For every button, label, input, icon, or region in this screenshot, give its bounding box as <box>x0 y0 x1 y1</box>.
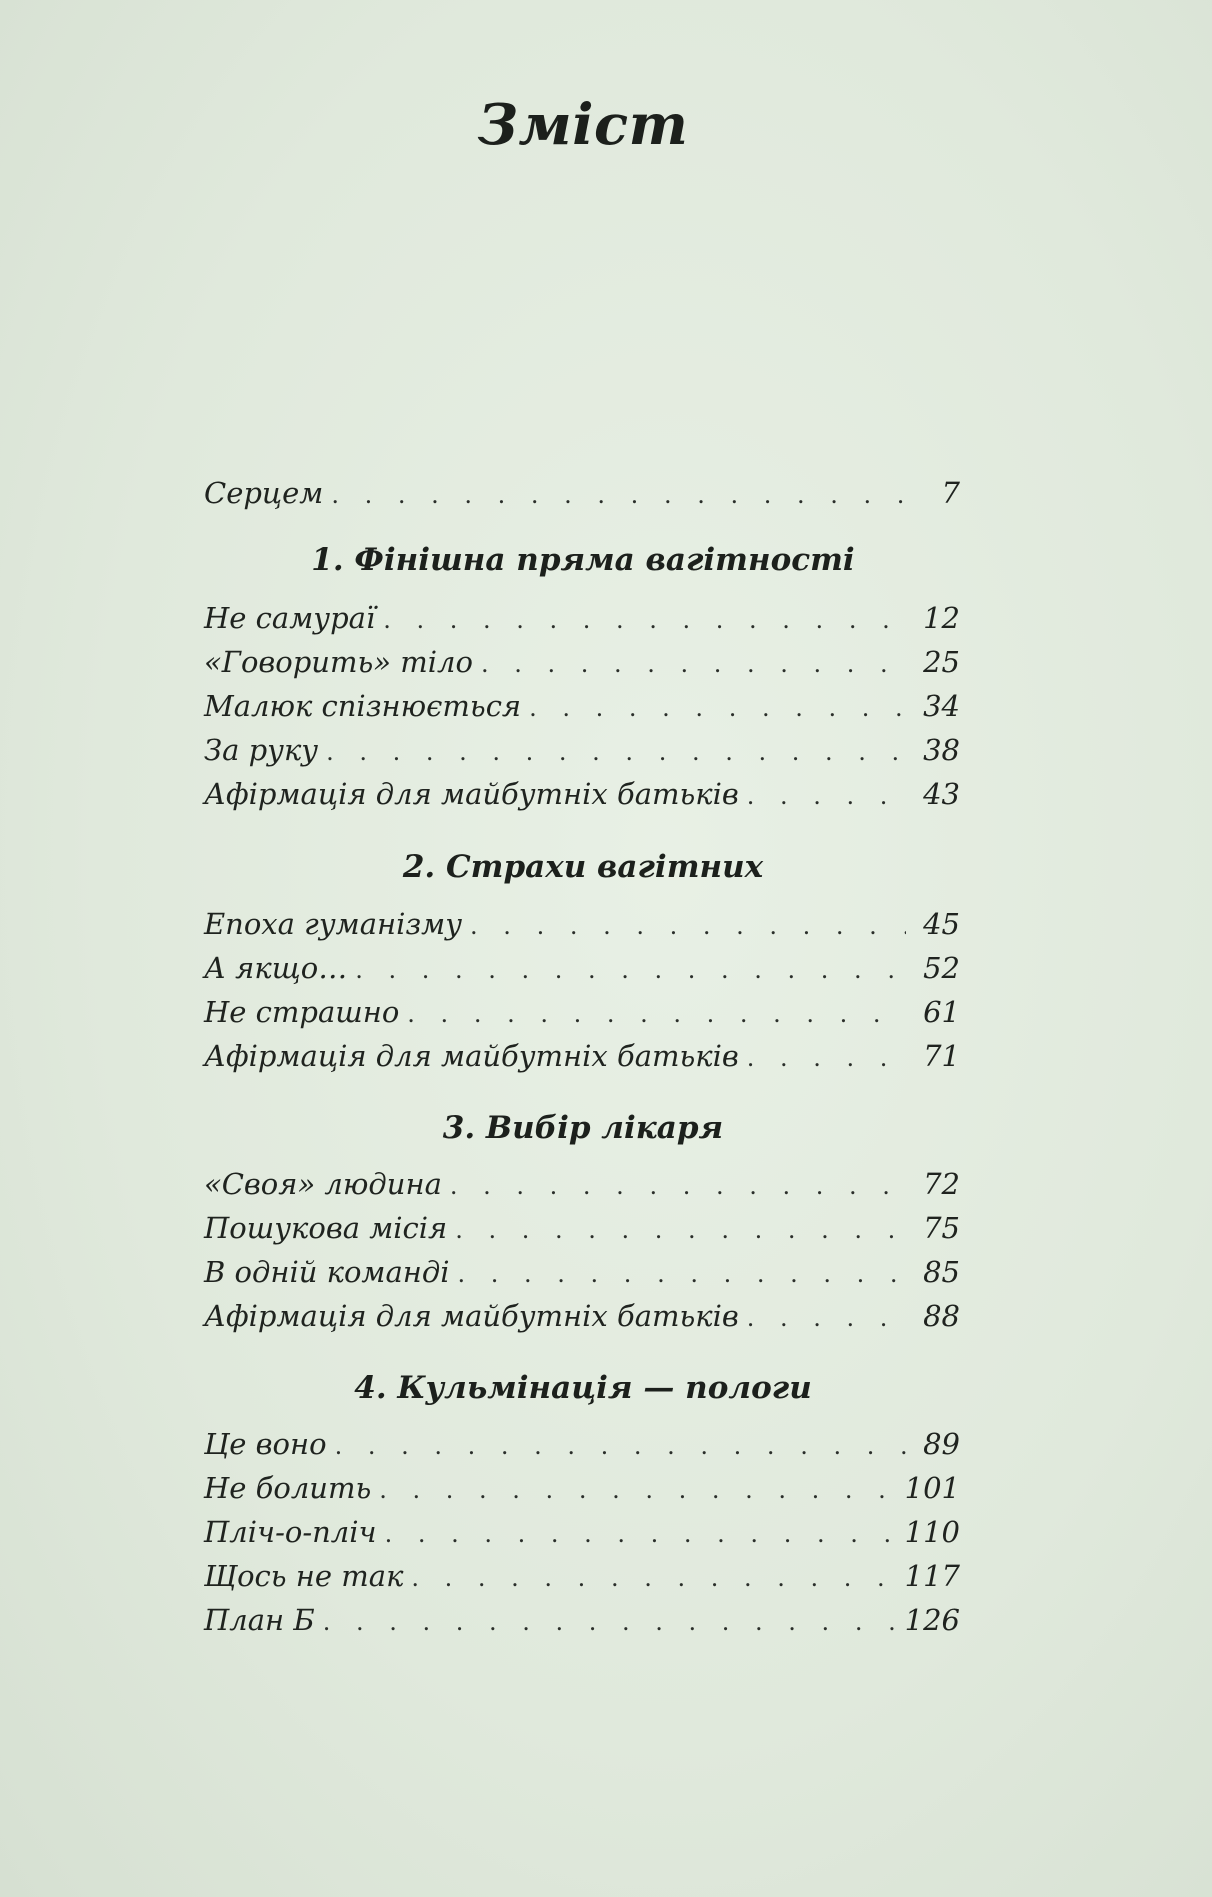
toc-entry <box>204 1164 960 1204</box>
toc-entry-title: Афірмація для майбутніх батьків <box>204 1039 739 1073</box>
dot-leader <box>529 688 906 728</box>
toc-entry-page: 88 <box>923 1299 960 1333</box>
toc-entry-title: Малюк спізнюється <box>204 689 522 723</box>
dot-leader <box>385 1514 899 1554</box>
toc-entry-page: 25 <box>923 645 960 679</box>
toc-entry <box>204 904 960 944</box>
section-heading-1: 1. Фінішна пряма вагітності <box>311 542 855 578</box>
section-heading-3: 3. Вибір лікаря <box>442 1110 724 1146</box>
toc-entry-page: 12 <box>923 601 960 635</box>
dot-leader <box>335 1426 906 1466</box>
dot-leader <box>355 950 906 990</box>
toc-entry <box>204 1600 960 1640</box>
dot-leader <box>407 994 906 1034</box>
toc-entry-title: Не страшно <box>204 995 400 1029</box>
toc-entry-title: Епоха гуманізму <box>204 907 463 941</box>
toc-entry-title: Не самураї <box>204 601 376 635</box>
toc-entry-intro <box>204 473 960 513</box>
dot-leader <box>411 1558 898 1598</box>
dot-leader <box>747 1038 906 1078</box>
toc-entry-title: Пліч-о-пліч <box>204 1515 377 1549</box>
toc-entry <box>204 1424 960 1464</box>
toc-entry-title: Не болить <box>204 1471 372 1505</box>
toc-entry-page: 61 <box>923 995 960 1029</box>
toc-entry <box>204 1036 960 1076</box>
toc-entry-page: 34 <box>923 689 960 723</box>
toc-entry-title: Афірмація для майбутніх батьків <box>204 1299 739 1333</box>
toc-entry-page: 72 <box>923 1167 960 1201</box>
toc-entry-page: 110 <box>904 1515 960 1549</box>
section-heading-2: 2. Страхи вагітних <box>402 849 764 885</box>
toc-entry-page: 52 <box>923 951 960 985</box>
dot-leader <box>450 1166 906 1206</box>
dot-leader <box>470 906 906 946</box>
dot-leader <box>747 1298 906 1338</box>
toc-entry-title: План Б <box>204 1603 315 1637</box>
toc-entry <box>204 642 960 682</box>
dot-leader <box>481 644 906 684</box>
toc-entry <box>204 948 960 988</box>
dot-leader <box>383 600 906 640</box>
toc-entry <box>204 1252 960 1292</box>
page-title: Зміст <box>477 92 689 158</box>
toc-entry <box>204 1208 960 1248</box>
toc-entry-title: Афірмація для майбутніх батьків <box>204 777 739 811</box>
toc-entry-title: В одній команді <box>204 1255 450 1289</box>
dot-leader <box>747 776 906 816</box>
toc-entry <box>204 774 960 814</box>
toc-entry-title: «Говорить» тіло <box>204 645 473 679</box>
toc-entry-title: Щось не так <box>204 1559 404 1593</box>
toc-entry <box>204 992 960 1032</box>
toc-entry <box>204 1468 960 1508</box>
dot-leader <box>458 1254 906 1294</box>
toc-entry <box>204 686 960 726</box>
toc-entry-page: 43 <box>923 777 960 811</box>
toc-entry-title: За руку <box>204 733 319 767</box>
toc-entry <box>204 1512 960 1552</box>
toc-entry-title: «Своя» людина <box>204 1167 442 1201</box>
toc-entry <box>204 598 960 638</box>
toc-entry-page: 75 <box>923 1211 960 1245</box>
dot-leader <box>326 732 906 772</box>
toc-entry-page: 45 <box>923 907 960 941</box>
toc-entry-title: Серцем <box>204 476 324 510</box>
dot-leader <box>455 1210 906 1250</box>
dot-leader <box>323 1602 899 1642</box>
toc-entry <box>204 1556 960 1596</box>
toc-entry-title: Це воно <box>204 1427 327 1461</box>
toc-entry-title: А якщо… <box>204 951 348 985</box>
toc-entry <box>204 1296 960 1336</box>
toc-entry-page: 7 <box>941 476 960 510</box>
toc-entry-page: 117 <box>904 1559 960 1593</box>
dot-leader <box>379 1470 898 1510</box>
toc-entry <box>204 730 960 770</box>
section-heading-4: 4. Кульмінація — пологи <box>354 1370 812 1406</box>
toc-entry-page: 38 <box>923 733 960 767</box>
toc-entry-page: 126 <box>904 1603 960 1637</box>
toc-entry-page: 85 <box>923 1255 960 1289</box>
toc-entry-page: 101 <box>904 1471 960 1505</box>
toc-entry-page: 71 <box>923 1039 960 1073</box>
toc-entry-title: Пошукова місія <box>204 1211 448 1245</box>
dot-leader <box>331 475 906 515</box>
toc-entry-page: 89 <box>923 1427 960 1461</box>
